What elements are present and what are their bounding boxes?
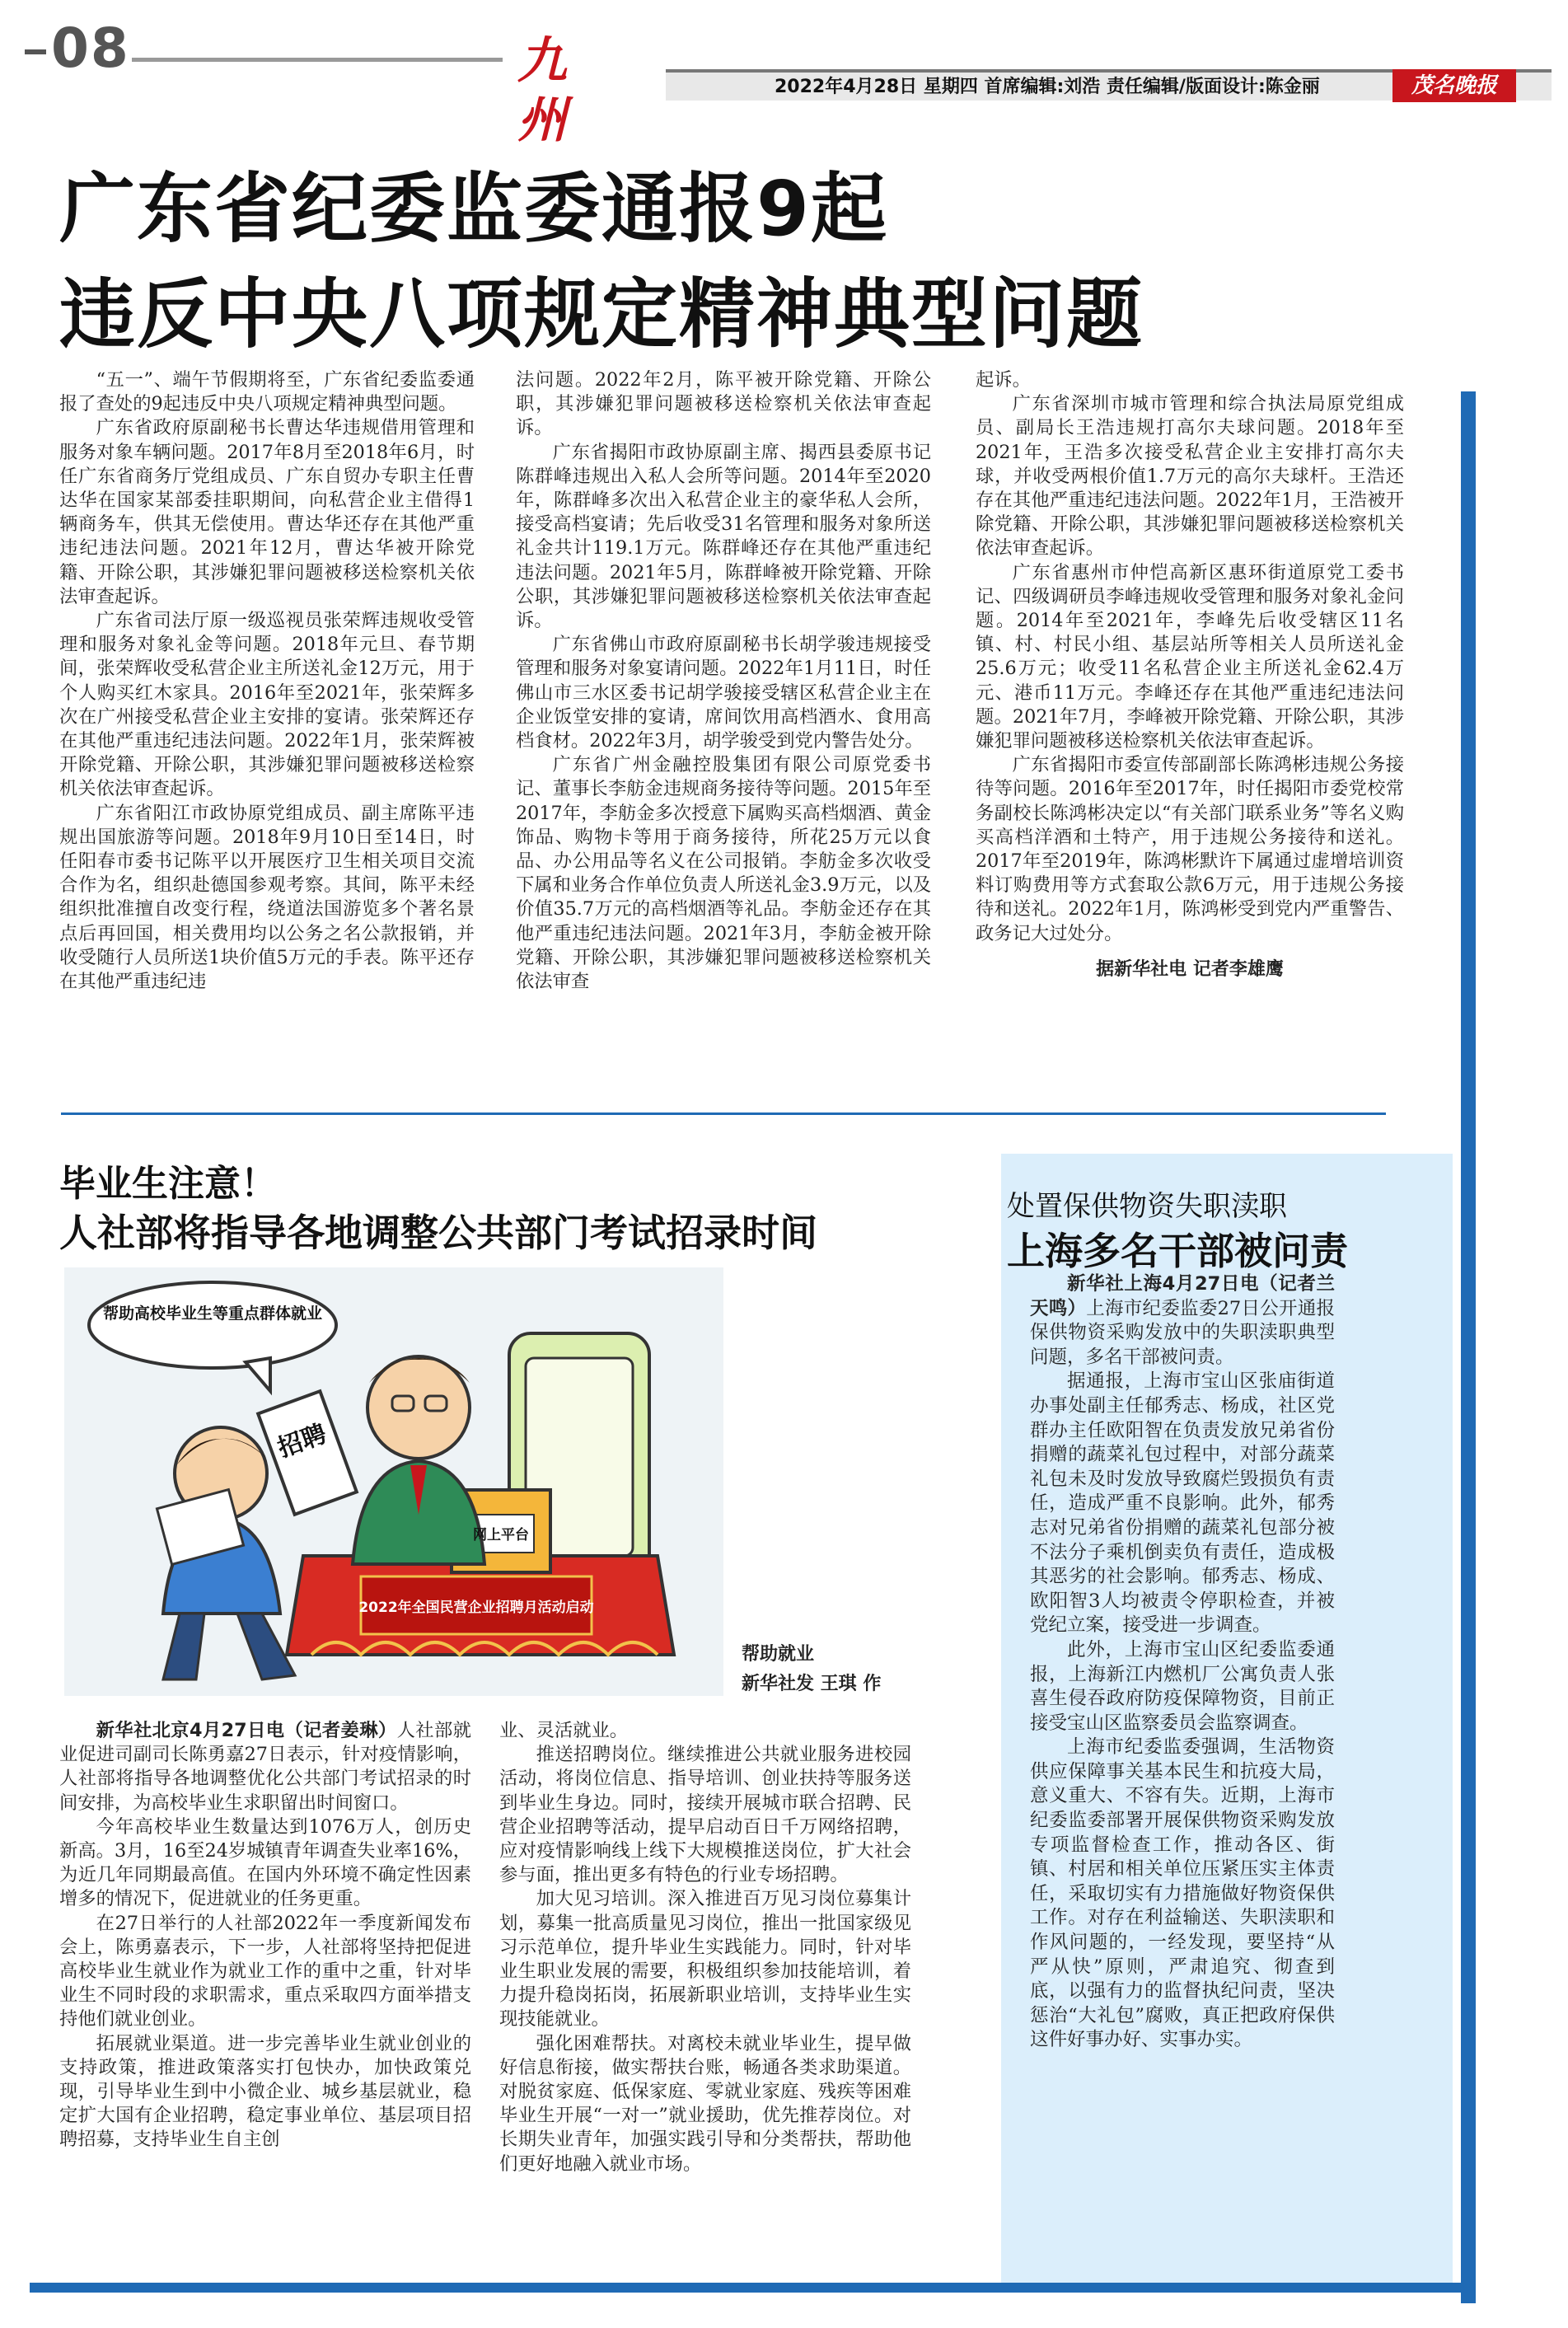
newspaper-logo: 茂名晚报: [1392, 69, 1516, 102]
speech-bubble: [89, 1282, 336, 1368]
caption-line-2: 新华社发 王琪 作: [742, 1674, 882, 1694]
paragraph: 起诉。: [976, 369, 1031, 391]
header-rule: [132, 58, 503, 62]
headline-line-2: 违反中央八项规定精神典型问题: [59, 270, 1144, 358]
recruit-sign-text: 招聘: [274, 1419, 330, 1464]
byline: 据新华社电 记者李雄鹰: [1096, 958, 1284, 980]
page-number: 08: [25, 16, 130, 80]
banner-text: 2022年全国民营企业招聘月活动启动: [358, 1600, 594, 1616]
paragraph: 强化困难帮扶。对离校未就业毕业生，提早做好信息衔接，做实帮扶台账，畅通各类求助渠道。对脱贫家庭、低保家庭、零就业家庭、残疾等困难毕业生开展“一对一”就业援助，优先推荐岗位。对长期失业青年，加强实践引导和分类帮扶，帮助他们更好地融入就业市场。: [499, 2032, 911, 2175]
date-line: 2022年4月28日 星期四 首席编辑:刘浩 责任编辑/版面设计:陈金丽: [775, 77, 1320, 97]
bottom-accent-bar: [30, 2283, 1476, 2293]
paragraph: “五一”、端午节假期将至，广东省纪委监委通报了查处的9起违反中央八项规定精神典型问题。: [59, 369, 475, 415]
paragraph: 推送招聘岗位。继续推进公共就业服务进校园活动，将岗位信息、指导培训、创业扶持等服务送到毕业生身边。同时，接续开展城市联合招聘、民营企业招聘等活动，提早启动百日千万网络招聘，应对疫情影响线上线下大规模推送岗位，扩大社会参与面，推出更多有特色的行业专场招聘。: [499, 1744, 911, 1886]
paragraph: 广东省惠州市仲恺高新区惠环街道原党工委书记、四级调研员李峰违规收受管理和服务对象礼金问题。2014年至2021年，李峰先后收受辖区11名镇、村、村民小组、基层站所等相关人员所送礼金25.6万元；收受11名私营企业主所送礼金62.4万元、港币11万元。李峰还存在其他严重违纪违法问题。2021年7月，李峰被开除党籍、开除公职，其涉嫌犯罪问题被移送检察机关依法审查起诉。: [976, 561, 1404, 752]
article2-column-2: [499, 1719, 911, 2176]
lead-paragraph: [1030, 1272, 1335, 1370]
caption-line-1: 帮助就业: [742, 1644, 815, 1665]
paragraph: 此外，上海市宝山区纪委监委通报，上海新江内燃机厂公寓负责人张喜生侵吞政府防疫保障物资，目前正接受宝山区监察委员会监察调查。: [1030, 1638, 1335, 1734]
article3-kicker: 处置保供物资失职渎职: [1007, 1190, 1287, 1223]
paragraph: 广东省司法厅原一级巡视员张荣辉违规收受管理和服务对象礼金等问题。2018年元旦、春节期间，张荣辉收受私营企业主所送礼金12万元，用于个人购买红木家具。2016年至2021年，张荣辉多次在广州接受私营企业主安排的宴请。张荣辉还存在其他严重违纪违法问题。2022年1月，张荣辉被开除党籍、开除公职，其涉嫌犯罪问题被移送检察机关依法审查起诉。: [59, 610, 475, 800]
article3-headline: 上海多名干部被问责: [1007, 1229, 1348, 1273]
paragraph: 广东省佛山市政府原副秘书长胡学骏违规接受管理和服务对象宴请问题。2022年1月11日，时任佛山市三水区委书记胡学骏接受辖区私营企业主在企业饭堂安排的宴请，席间饮用高档酒水、食用高档食材。2022年3月，胡学骏受到党内警告处分。: [516, 634, 931, 752]
lead-text: 人社部就业促进司副司长陈勇嘉27日表示，针对疫情影响，人社部将指导各地调整优化公共部门考试招录的时间安排，为高校毕业生求职留出时间窗口。: [59, 1720, 471, 1814]
paragraph: 广东省揭阳市政协原副主席、揭西县委原书记陈群峰违规出入私人会所等问题。2014年至2020年，陈群峰多次出入私营企业主的豪华私人会所，接受高档宴请；先后收受31名管理和服务对象所送礼金共计119.1万元。陈群峰还存在其他严重违纪违法问题。2021年5月，陈群峰被开除党籍、开除公职，其涉嫌犯罪问题被移送检察机关依法审查起诉。: [516, 441, 931, 632]
article1-column-2: [516, 368, 931, 994]
section-logo: 九州: [517, 32, 567, 149]
paragraph: 法问题。2022年2月，陈平被开除党籍、开除公职，其涉嫌犯罪问题被移送检察机关依法审查起诉。: [516, 369, 931, 439]
paragraph: 广东省政府原副秘书长曹达华违规借用管理和服务对象车辆问题。2017年8月至2018年6月，时任广东省商务厅党组成员、广东自贸办专职主任曹达华在国家某部委挂职期间，向私营企业主借得1辆商务车，供其无偿使用。曹达华还存在其他严重违纪违法问题。2021年12月，曹达华被开除党籍、开除公职，其涉嫌犯罪问题被移送检察机关依法审查起诉。: [59, 417, 475, 607]
illustration-art: [64, 1267, 723, 1696]
paragraph: 今年高校毕业生数量达到1076万人，创历史新高。3月，16至24岁城镇青年调查失业率16%，为近几年同期最高值。在国内外环境不确定性因素增多的情况下，促进就业的任务更重。: [59, 1815, 471, 1910]
illustration: [64, 1267, 723, 1696]
speech-bubble-text: 帮助高校毕业生等重点群体就业: [102, 1305, 323, 1323]
lead-text: 上海市纪委监委27日公开通报保供物资采购发放中的失职渎职典型问题，多名干部被问责。: [1030, 1297, 1335, 1368]
ballot-box-label: 网上平台: [473, 1527, 529, 1543]
dateline: 新华社北京4月27日电（记者姜琳）: [96, 1720, 397, 1741]
paragraph: 据通报，上海市宝山区张庙街道办事处副主任郁秀志、杨成，社区党群办主任欧阳智在负责发放兄弟省份捐赠的蔬菜礼包过程中，对部分蔬菜礼包未及时发放导致腐烂毁损负有责任，造成严重不良影响。此外，郁秀志对兄弟省份捐赠的蔬菜礼包部分被不法分子乘机倒卖负有责任，造成极其恶劣的社会影响。郁秀志、杨成、欧阳智3人均被责令停职检查，并被党纪立案，接受进一步调查。: [1030, 1370, 1335, 1637]
paragraph: 广东省阳江市政协原党组成员、副主席陈平违规出国旅游等问题。2018年9月10日至14日，时任阳春市委书记陈平以开展医疗卫生相关项目交流合作为名，组织赴德国参观考察。其间，陈平未经组织批准擅自改变行程，绕道法国游览多个著名景点后再回国，相关费用均以公务之名公款报销，并收受随行人员所送1块价值5万元的手表。陈平还存在其他严重违纪违: [59, 802, 475, 993]
paragraph: 在27日举行的人社部2022年一季度新闻发布会上，陈勇嘉表示，下一步，人社部将坚持把促进高校毕业生就业作为就业工作的重中之重，针对毕业生不同时段的求职需求，重点采取四方面举措支持他们就业创业。: [59, 1912, 471, 2031]
right-accent-bar: [1461, 391, 1476, 2303]
paragraph: 上海市纪委监委强调，生活物资供应保障事关基本民生和抗疫大局，意义重大、不容有失。近期，上海市纪委监委部署开展保供物资采购发放专项监督检查工作，推动各区、街镇、村居和相关单位压紧压实主体责任，采取切实有力措施做好物资保供工作。对存在利益输送、失职渎职和作风问题的，一经发现，要坚持“从严从快”原则，严肃追究、彻查到底，以强有力的监督执纪问责，坚决惩治“大礼包”腐败，真正把政府保供这件好事办好、实事办实。: [1030, 1736, 1335, 2051]
paragraph: 广东省揭阳市委宣传部副部长陈鸿彬违规公务接待等问题。2016年至2017年，时任揭阳市委党校常务副校长陈鸿彬决定以“有关部门联系业务”等名义购买高档洋酒和土特产，用于违规公务接待和送礼。2017年至2019年，陈鸿彬默许下属通过虚增培训资料订购费用等方式套取公款6万元，用于违规公务接待和送礼。2022年1月，陈鸿彬受到党内严重警告、政务记大过处分。: [976, 754, 1404, 944]
illustration-caption: [742, 1640, 881, 1699]
paragraph: 广东省广州金融控股集团有限公司原党委书记、董事长李舫金违规商务接待等问题。2015年至2017年，李舫金多次授意下属购买高档烟酒、黄金饰品、购物卡等用于商务接待，所花25万元以食品、办公用品等名义在公司报销。李舫金多次收受下属和业务合作单位负责人所送礼金3.9万元，以及价值35.7万元的高档烟酒等礼品。李舫金还存在其他严重违纪违法问题。2021年3月，李舫金被开除党籍、开除公职，其涉嫌犯罪问题被移送检察机关依法审查: [516, 754, 931, 993]
lead-paragraph: [59, 1719, 471, 1815]
paragraph: 广东省深圳市城市管理和综合执法局原党组成员、副局长王浩违规打高尔夫球问题。2018年至2021年，王浩多次接受私营企业主安排打高尔夫球，并收受两根价值1.7万元的高尔夫球杆。王浩还存在其他严重违纪违法问题。2022年1月，王浩被开除党籍、开除公职，其涉嫌犯罪问题被移送检察机关依法审查起诉。: [976, 393, 1404, 560]
section-divider: [61, 1112, 1386, 1115]
article2-kicker: 毕业生注意！: [59, 1163, 277, 1205]
article2-column-1: [59, 1719, 471, 2152]
paragraph: 拓展就业渠道。进一步完善毕业生就业创业的支持政策，推进政策落实打包快办，加快政策兑现，引导毕业生到中小微企业、城乡基层就业，稳定扩大国有企业招聘，稳定事业单位、基层项目招聘招募，支持毕业生自主创: [59, 2032, 471, 2151]
paragraph: 加大见习培训。深入推进百万见习岗位募集计划，募集一批高质量见习岗位，推出一批国家级见习示范单位，提升毕业生实践能力。同时，针对毕业生职业发展的需要，积极组织参加技能培训，着力提升稳岗拓岗，拓展新职业培训，支持毕业生实现技能就业。: [499, 1888, 911, 2031]
paragraph: 业、灵活就业。: [499, 1720, 629, 1741]
article1-column-3: [976, 368, 1404, 981]
article3-column: [1030, 1272, 1335, 2053]
article2-headline: 人社部将指导各地调整公共部门考试招录时间: [59, 1211, 817, 1255]
main-headline: [59, 157, 1144, 368]
dateline: 新华社上海4月27日电（记者兰天鸣）: [1030, 1273, 1335, 1319]
headline-line-1: 广东省纪委监委通报9起: [59, 165, 889, 253]
article1-column-1: [59, 368, 475, 994]
official-head: [367, 1356, 470, 1459]
